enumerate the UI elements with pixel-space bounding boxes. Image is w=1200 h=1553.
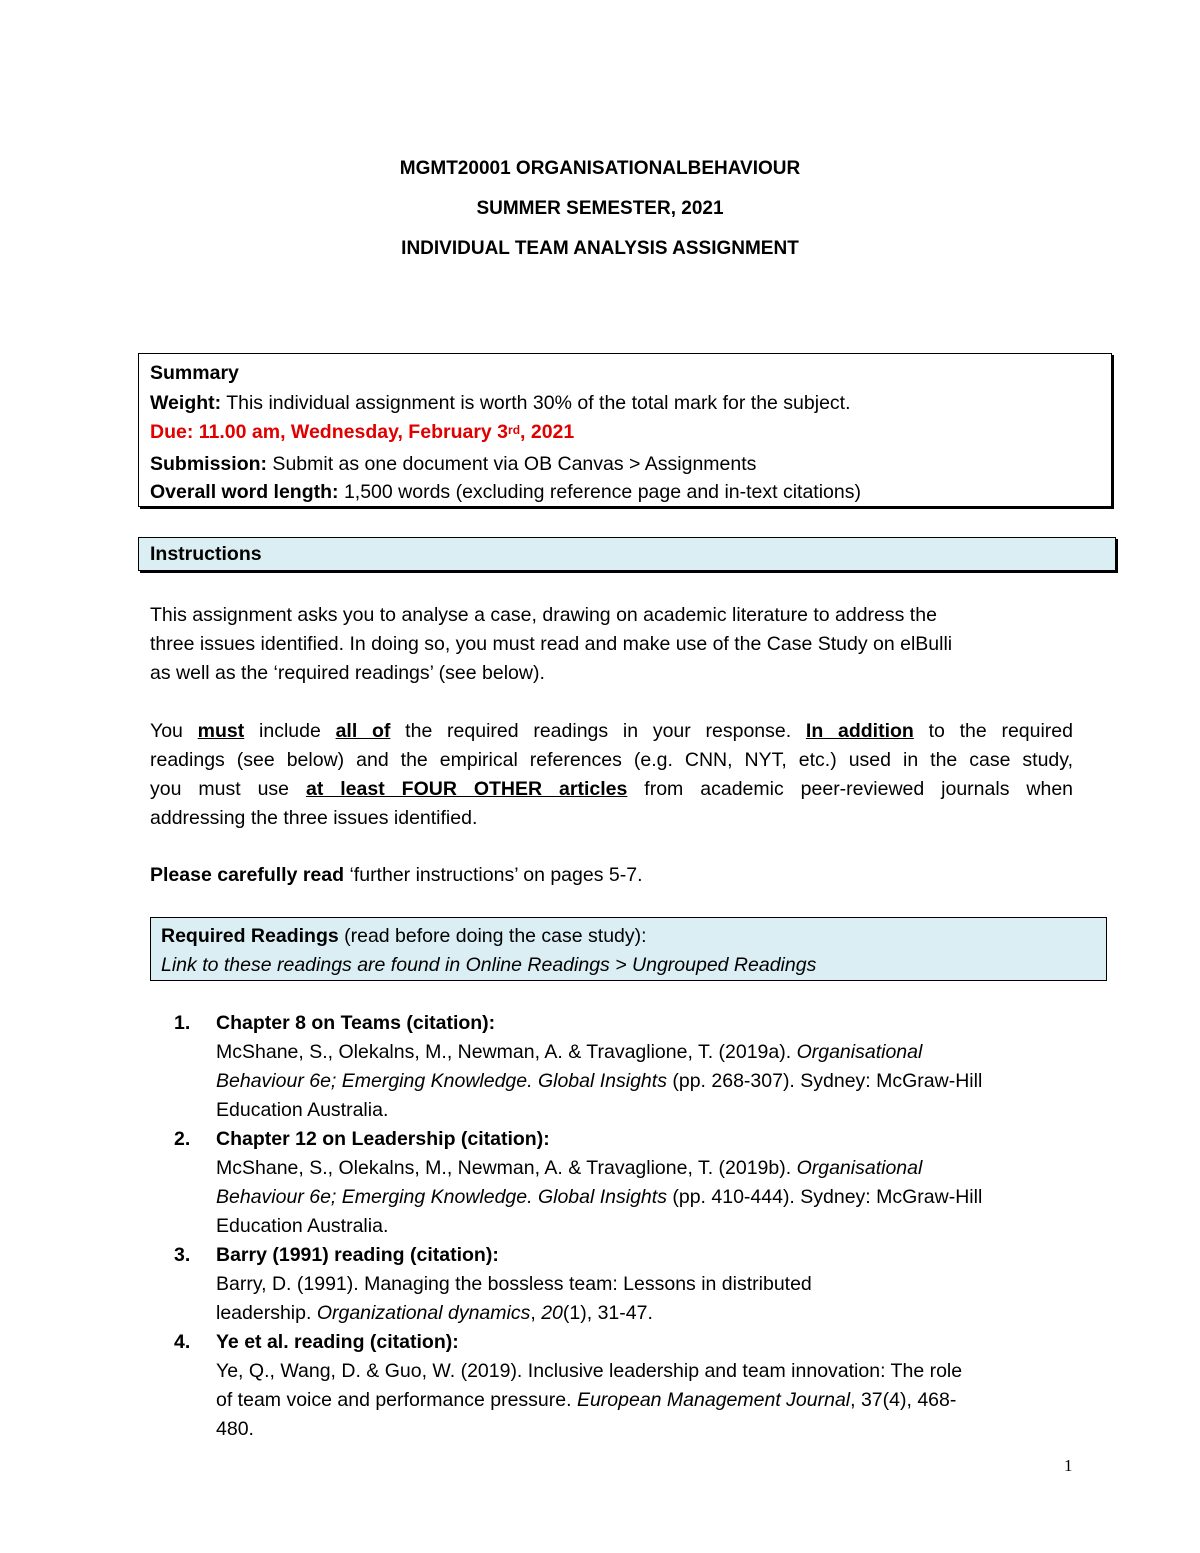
reading-1-line1: McShane, S., Olekalns, M., Newman, A. & Travaglione, T. (2019a). Organisational [216,1041,923,1063]
required-readings-box [150,917,1107,981]
reading-3-number: 3. [174,1244,191,1266]
course-title: MGMT20001 ORGANISATIONALBEHAVIOUR [399,158,801,179]
instructions-p2-line4: addressing the three issues identified. [150,807,478,829]
reading-2-line2: Behaviour 6e; Emerging Knowledge. Global Insights (pp. 410-444). Sydney: McGraw-Hill [216,1186,983,1208]
reading-2-line3: Education Australia. [216,1215,389,1237]
instructions-p2-line2: readings (see below) and the empirical references (e.g. CNN, NYT, etc.) used in the case study, [150,749,1073,771]
reading-1-line2: Behaviour 6e; Emerging Knowledge. Global Insights (pp. 268-307). Sydney: McGraw-Hill [216,1070,983,1092]
instructions-box [138,537,1116,571]
instructions-p2-line3: you must use at least FOUR OTHER articles from academic peer-reviewed journals when [150,778,1074,800]
instructions-p1-line3: as well as the ‘required readings’ (see below). [150,662,545,684]
reading-4-line1: Ye, Q., Wang, D. & Guo, W. (2019). Inclusive leadership and team innovation: The role [216,1360,963,1382]
reading-4-heading: Ye et al. reading (citation): [216,1331,459,1353]
instructions-p1-line2: three issues identified. In doing so, you must read and make use of the Case Study on elBulli [150,633,953,655]
reading-3-line1: Barry, D. (1991). Managing the bossless team: Lessons in distributed [216,1273,812,1295]
summary-title: Summary [150,362,239,384]
instructions-p1-line1: This assignment asks you to analyse a case, drawing on academic literature to address the [150,604,937,626]
required-readings-link: Link to these readings are found in Online Readings > Ungrouped Readings [161,954,817,976]
summary-weight: Weight: This individual assignment is worth 30% of the total mark for the subject. [150,392,851,414]
summary-box [138,353,1112,507]
reading-2-number: 2. [174,1128,191,1150]
instructions-title: Instructions [150,543,262,565]
instructions-further: Please carefully read ‘further instructions’ on pages 5-7. [150,864,643,886]
reading-4-line3: 480. [216,1418,254,1440]
assignment-title: INDIVIDUAL TEAM ANALYSIS ASSIGNMENT [401,238,799,259]
reading-2-heading: Chapter 12 on Leadership (citation): [216,1128,550,1150]
instructions-p2-line1: You must include all of the required readings in your response. In addition to the required [150,720,1073,742]
semester-title: SUMMER SEMESTER, 2021 [476,198,724,219]
reading-1-heading: Chapter 8 on Teams (citation): [216,1012,496,1034]
reading-3-heading: Barry (1991) reading (citation): [216,1244,499,1266]
page-number: 1 [1064,1456,1073,1475]
summary-word-length: Overall word length: 1,500 words (excluding reference page and in-text citations) [150,481,861,503]
reading-1-line3: Education Australia. [216,1099,389,1121]
summary-due: Due: 11.00 am, Wednesday, February 3rd, 2021 [150,421,575,443]
reading-3-line2: leadership. Organizational dynamics, 20(1), 31-47. [216,1302,653,1324]
reading-2-line1: McShane, S., Olekalns, M., Newman, A. & Travaglione, T. (2019b). Organisational [216,1157,923,1179]
reading-4-line2: of team voice and performance pressure. European Management Journal, 37(4), 468- [216,1389,957,1411]
reading-1-number: 1. [174,1012,191,1034]
summary-submission: Submission: Submit as one document via OB Canvas > Assignments [150,453,757,475]
reading-4-number: 4. [174,1331,191,1353]
required-readings-title: Required Readings (read before doing the case study): [161,925,647,947]
